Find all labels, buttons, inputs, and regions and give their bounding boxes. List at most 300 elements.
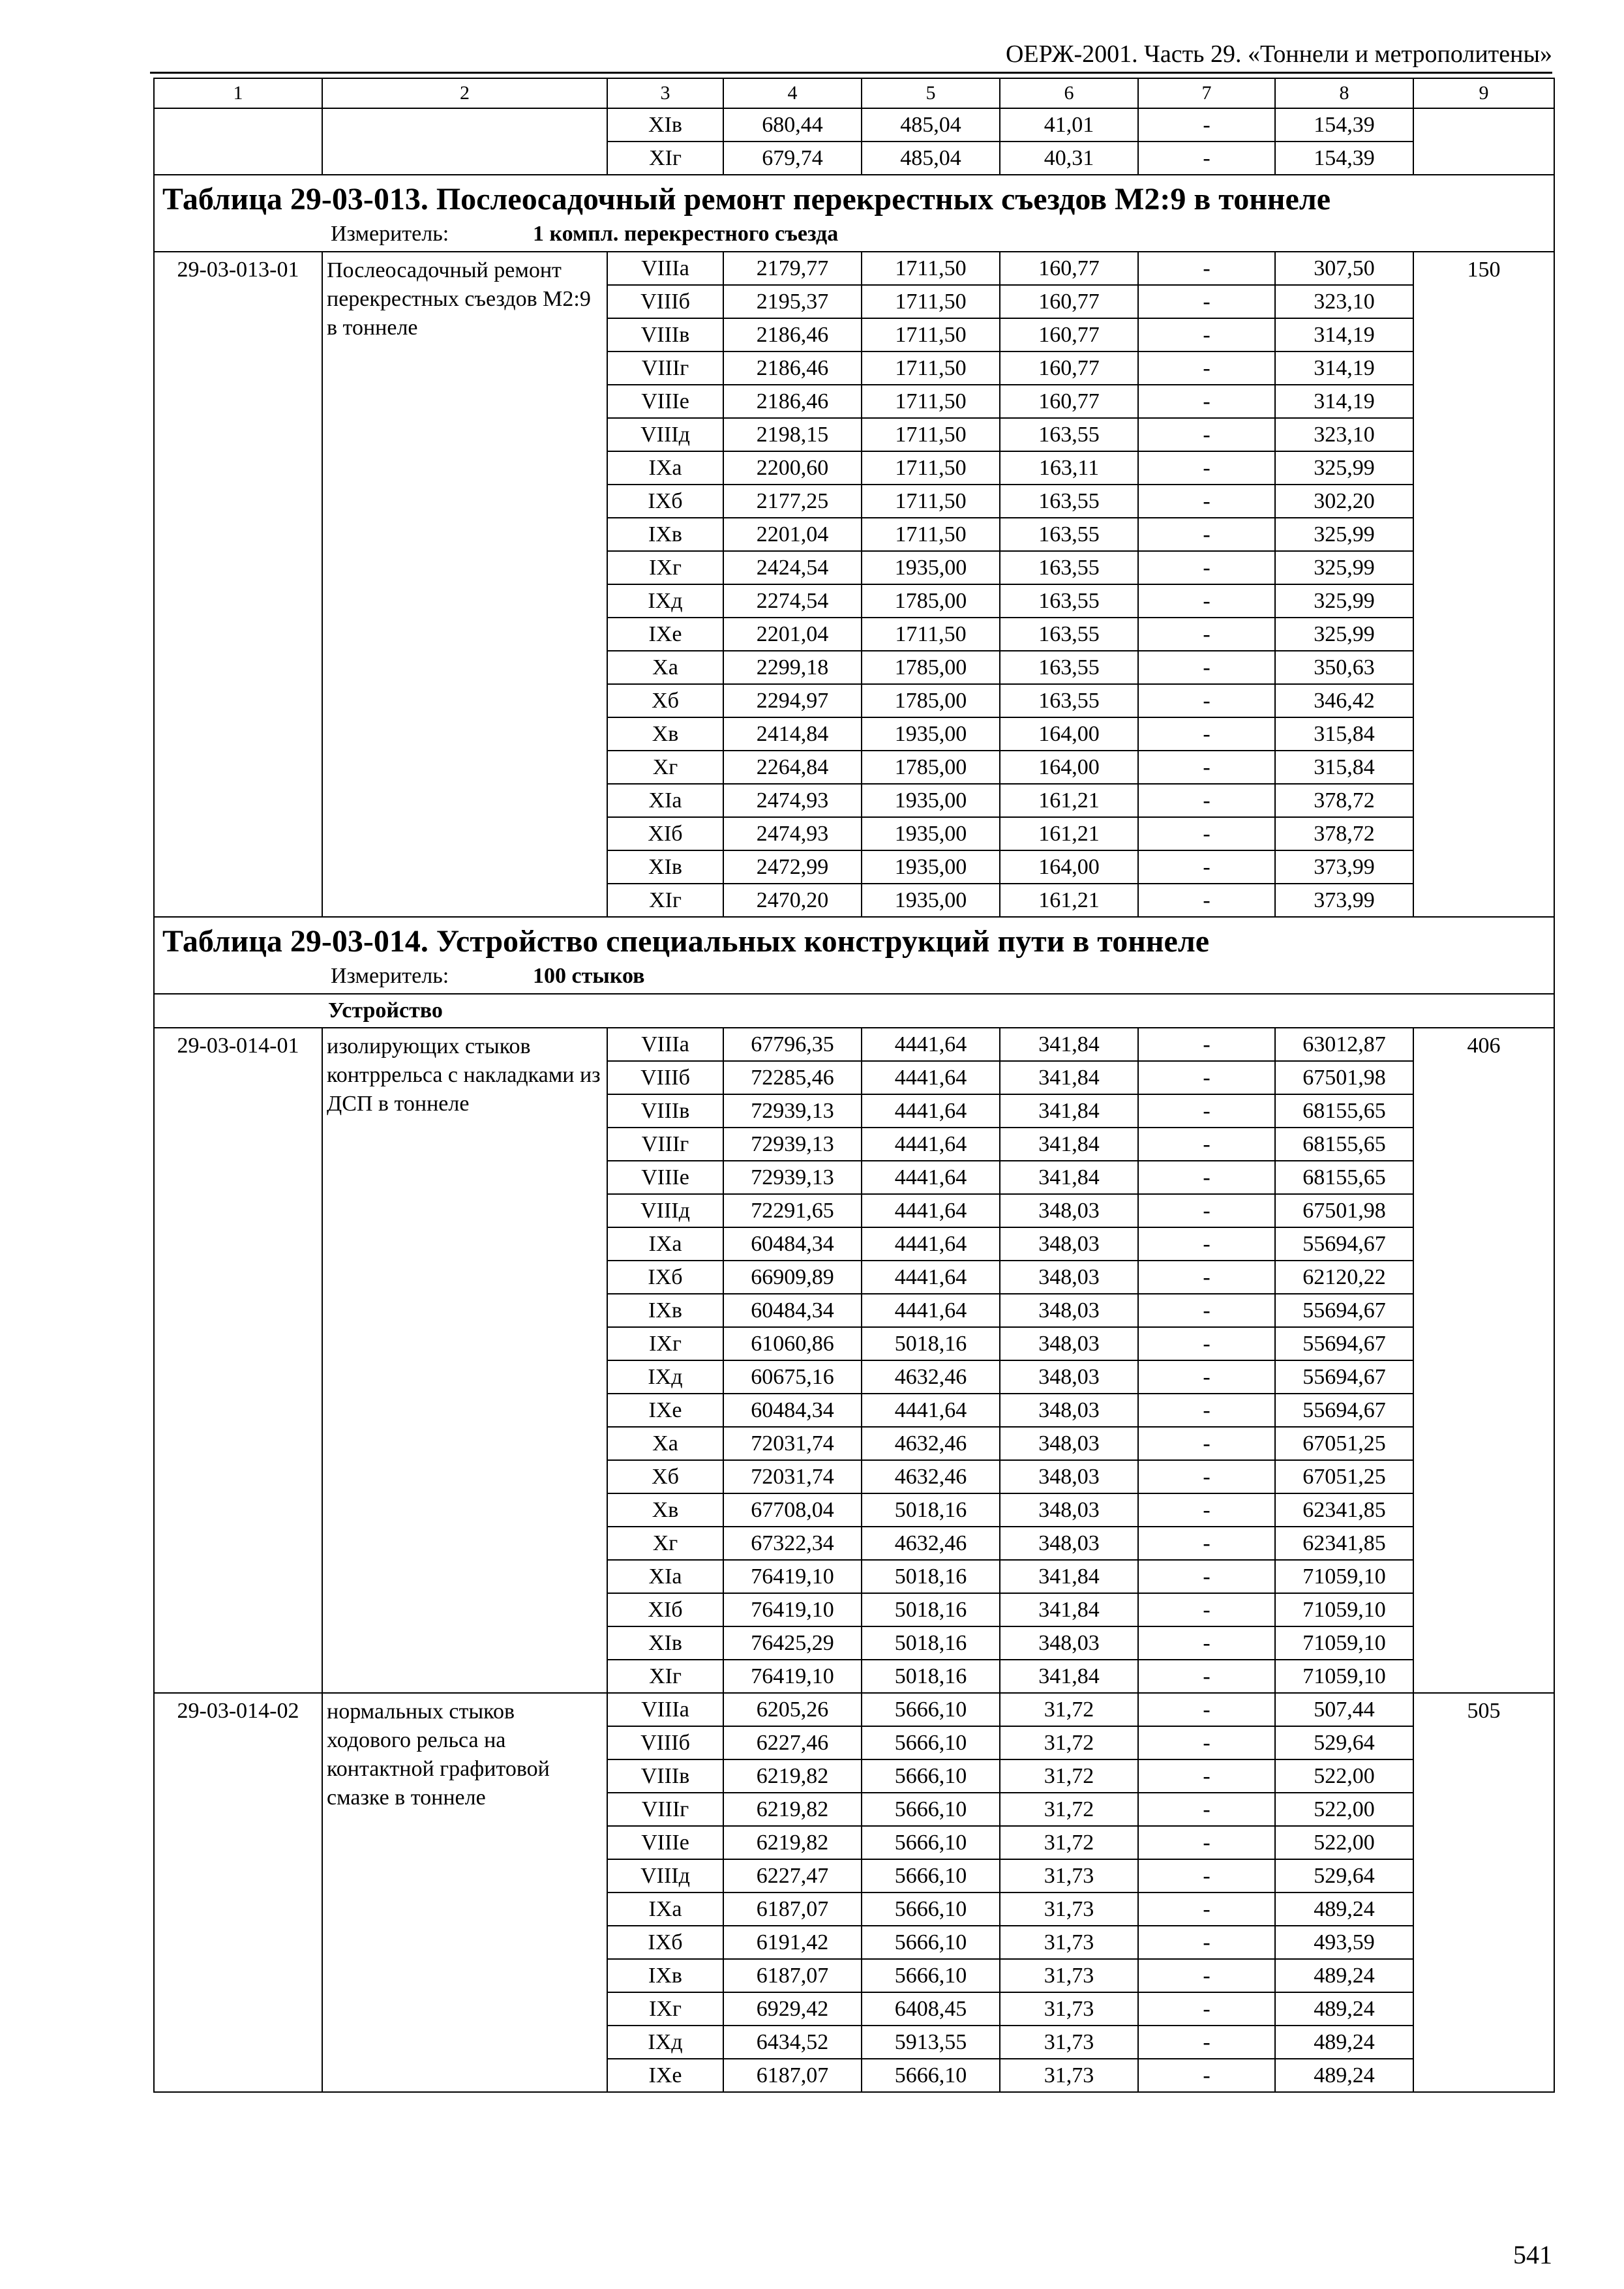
cell-labor-wages: 1711,50 (862, 485, 1000, 518)
cell-materials: 55694,67 (1275, 1360, 1413, 1394)
running-header: ОЕРЖ-2001. Часть 29. «Тоннели и метрополитены» (1005, 40, 1552, 68)
cell-direct-costs: 2424,54 (723, 551, 862, 584)
cell-materials: 154,39 (1275, 142, 1413, 175)
cell-machinist-wages: - (1138, 1294, 1275, 1327)
cell-materials: 302,20 (1275, 485, 1413, 518)
cell-labor-wages: 4441,64 (862, 1194, 1000, 1227)
cell-labor-wages: 4441,64 (862, 1094, 1000, 1128)
cell-direct-costs: 60675,16 (723, 1360, 862, 1394)
cell-direct-costs: 6187,07 (723, 1959, 862, 1992)
cell-labor-wages: 1711,50 (862, 518, 1000, 551)
cell-direct-costs: 2472,99 (723, 850, 862, 884)
cell-labor-wages: 5666,10 (862, 2059, 1000, 2092)
cell-direct-costs: 2264,84 (723, 751, 862, 784)
cell-description: нормальных стыков ходового рельса на контактной графитовой смазке в тоннеле (322, 1693, 607, 2092)
cell-materials: 325,99 (1275, 518, 1413, 551)
cell-zone: Xг (607, 751, 723, 784)
cell-machinist-wages: - (1138, 352, 1275, 385)
cell-machinist-wages: - (1138, 884, 1275, 917)
cell-direct-costs: 2198,15 (723, 418, 862, 451)
cell-labor-wages: 4632,46 (862, 1427, 1000, 1460)
cell-direct-costs: 6219,82 (723, 1793, 862, 1826)
cell-machinist-wages: - (1138, 252, 1275, 285)
cell-materials: 315,84 (1275, 717, 1413, 751)
cell-code: 29-03-014-01 (154, 1028, 322, 1693)
cell-labor-wages: 5666,10 (862, 1959, 1000, 1992)
cell-labor-wages: 1935,00 (862, 551, 1000, 584)
cell-machinist-wages: - (1138, 584, 1275, 618)
cell-machines: 31,72 (1000, 1826, 1138, 1859)
cell-direct-costs: 6219,82 (723, 1759, 862, 1793)
cell-machinist-wages: - (1138, 784, 1275, 817)
cell-materials: 489,24 (1275, 2059, 1413, 2092)
cell-machines: 163,55 (1000, 651, 1138, 684)
cell-machines: 31,73 (1000, 1959, 1138, 1992)
cell-materials: 55694,67 (1275, 1294, 1413, 1327)
cell-labor-wages: 1711,50 (862, 418, 1000, 451)
cell-zone: IXа (607, 451, 723, 485)
cell-materials: 378,72 (1275, 817, 1413, 850)
cell-machines: 163,55 (1000, 418, 1138, 451)
cell-machinist-wages: - (1138, 1061, 1275, 1094)
cell-direct-costs: 2299,18 (723, 651, 862, 684)
cell-labor-wages: 1935,00 (862, 784, 1000, 817)
cell-zone: IXб (607, 1926, 723, 1959)
cell-norm: 406 (1413, 1028, 1554, 1693)
cell-zone: IXд (607, 2026, 723, 2059)
cell-labor-wages: 5666,10 (862, 1893, 1000, 1926)
cell-direct-costs: 2470,20 (723, 884, 862, 917)
cell-machines: 31,73 (1000, 2026, 1138, 2059)
cell-zone: IXе (607, 1394, 723, 1427)
cell-labor-wages: 1935,00 (862, 817, 1000, 850)
cell-machinist-wages: - (1138, 1693, 1275, 1726)
cell-labor-wages: 1711,50 (862, 451, 1000, 485)
cell-machines: 341,84 (1000, 1028, 1138, 1061)
cell-machines: 163,55 (1000, 618, 1138, 651)
cell-machines: 161,21 (1000, 784, 1138, 817)
cell-zone: IXг (607, 551, 723, 584)
cell-zone: XIв (607, 850, 723, 884)
cell-direct-costs: 67708,04 (723, 1493, 862, 1527)
cell-machinist-wages: - (1138, 1626, 1275, 1660)
table-body (154, 78, 1554, 2092)
column-number-row (154, 78, 1554, 108)
cell-direct-costs: 2201,04 (723, 518, 862, 551)
table-heading (154, 917, 1554, 994)
cell-machines: 341,84 (1000, 1094, 1138, 1128)
cell-zone: Xа (607, 651, 723, 684)
cell-materials: 67501,98 (1275, 1194, 1413, 1227)
cell-direct-costs: 76419,10 (723, 1560, 862, 1593)
cell-materials: 378,72 (1275, 784, 1413, 817)
cell-zone: Xг (607, 1527, 723, 1560)
cell-labor-wages: 5018,16 (862, 1593, 1000, 1626)
cell-materials: 62341,85 (1275, 1527, 1413, 1560)
cell-zone: VIIIе (607, 385, 723, 418)
cell-materials: 325,99 (1275, 551, 1413, 584)
cell-zone: IXг (607, 1327, 723, 1360)
cell-machines: 348,03 (1000, 1394, 1138, 1427)
cell-materials: 350,63 (1275, 651, 1413, 684)
cell-machines: 160,77 (1000, 318, 1138, 352)
cell-direct-costs: 6187,07 (723, 1893, 862, 1926)
cell-zone: IXв (607, 518, 723, 551)
cell-materials: 529,64 (1275, 1859, 1413, 1893)
cell-direct-costs: 2179,77 (723, 252, 862, 285)
cell-norm: 505 (1413, 1693, 1554, 2092)
cell-machines: 348,03 (1000, 1527, 1138, 1560)
header-divider (150, 72, 1552, 74)
cell-zone: IXв (607, 1294, 723, 1327)
table-subheading: Устройство (154, 994, 1554, 1028)
cell-zone: XIа (607, 784, 723, 817)
cell-labor-wages: 1711,50 (862, 385, 1000, 418)
cell-machinist-wages: - (1138, 1493, 1275, 1527)
cell-direct-costs: 60484,34 (723, 1394, 862, 1427)
cell-materials: 489,24 (1275, 1992, 1413, 2026)
cell-direct-costs: 679,74 (723, 142, 862, 175)
cell-machinist-wages: - (1138, 318, 1275, 352)
cell-norm: 150 (1413, 252, 1554, 917)
cell-labor-wages: 5018,16 (862, 1327, 1000, 1360)
cell-materials: 323,10 (1275, 285, 1413, 318)
cell-machinist-wages: - (1138, 1926, 1275, 1959)
measurement-value: 100 стыков (533, 964, 645, 988)
cell-zone: VIIIг (607, 352, 723, 385)
cell-materials: 373,99 (1275, 884, 1413, 917)
cell-direct-costs: 2200,60 (723, 451, 862, 485)
cell-materials: 314,19 (1275, 385, 1413, 418)
cell-zone: XIб (607, 1593, 723, 1626)
cell-labor-wages: 5666,10 (862, 1693, 1000, 1726)
cell-machinist-wages: - (1138, 285, 1275, 318)
cell-zone: IXб (607, 485, 723, 518)
cell-labor-wages: 1785,00 (862, 684, 1000, 717)
cell-machines: 31,72 (1000, 1693, 1138, 1726)
cell-machines: 348,03 (1000, 1626, 1138, 1660)
cell-machines: 348,03 (1000, 1460, 1138, 1493)
cell-materials: 154,39 (1275, 108, 1413, 142)
cell-machinist-wages: - (1138, 1394, 1275, 1427)
cell-materials: 493,59 (1275, 1926, 1413, 1959)
cell-labor-wages: 6408,45 (862, 1992, 1000, 2026)
cell-direct-costs: 66909,89 (723, 1261, 862, 1294)
cell-materials: 62120,22 (1275, 1261, 1413, 1294)
cell-zone: Xв (607, 1493, 723, 1527)
cell-machines: 31,73 (1000, 2059, 1138, 2092)
cell-labor-wages: 1785,00 (862, 584, 1000, 618)
cell-materials: 507,44 (1275, 1693, 1413, 1726)
cell-labor-wages: 4441,64 (862, 1128, 1000, 1161)
cell-materials: 325,99 (1275, 584, 1413, 618)
cell-machines: 164,00 (1000, 751, 1138, 784)
cell-zone: IXд (607, 584, 723, 618)
cell-machines: 348,03 (1000, 1261, 1138, 1294)
cell-code: 29-03-013-01 (154, 252, 322, 917)
cell-machinist-wages: - (1138, 1759, 1275, 1793)
cell-labor-wages: 5666,10 (862, 1793, 1000, 1826)
cell-labor-wages: 5666,10 (862, 1926, 1000, 1959)
cell-machinist-wages: - (1138, 1460, 1275, 1493)
cell-labor-wages: 4632,46 (862, 1460, 1000, 1493)
cell-machines: 341,84 (1000, 1128, 1138, 1161)
cell-labor-wages: 1785,00 (862, 651, 1000, 684)
measurement-unit (162, 220, 1546, 248)
cell-materials: 522,00 (1275, 1826, 1413, 1859)
cell-labor-wages: 1711,50 (862, 618, 1000, 651)
cell-direct-costs: 2294,97 (723, 684, 862, 717)
page-number: 541 (1513, 2240, 1552, 2269)
cell-zone: XIа (607, 1560, 723, 1593)
cell-direct-costs: 6434,52 (723, 2026, 862, 2059)
cell-machines: 348,03 (1000, 1493, 1138, 1527)
cell-materials: 55694,67 (1275, 1327, 1413, 1360)
cell-machines: 164,00 (1000, 717, 1138, 751)
cell-labor-wages: 5018,16 (862, 1493, 1000, 1527)
cell-zone: IXд (607, 1360, 723, 1394)
cell-zone: IXг (607, 1992, 723, 2026)
column-number: 5 (862, 78, 1000, 108)
cell-materials: 489,24 (1275, 1893, 1413, 1926)
cell-labor-wages: 4441,64 (862, 1227, 1000, 1261)
cell-direct-costs: 61060,86 (723, 1327, 862, 1360)
cell-direct-costs: 6191,42 (723, 1926, 862, 1959)
cell-materials: 522,00 (1275, 1793, 1413, 1826)
cell-machinist-wages: - (1138, 2059, 1275, 2092)
cell-materials: 346,42 (1275, 684, 1413, 717)
cell-zone: IXе (607, 618, 723, 651)
cell-labor-wages: 1711,50 (862, 285, 1000, 318)
cell-machinist-wages: - (1138, 108, 1275, 142)
cell-machines: 348,03 (1000, 1360, 1138, 1394)
cell-direct-costs: 2177,25 (723, 485, 862, 518)
cell-machines: 31,73 (1000, 1926, 1138, 1959)
cell-machinist-wages: - (1138, 385, 1275, 418)
cell-direct-costs: 76419,10 (723, 1660, 862, 1693)
cell-labor-wages: 485,04 (862, 142, 1000, 175)
cell-machinist-wages: - (1138, 1893, 1275, 1926)
column-number: 9 (1413, 78, 1554, 108)
cell-direct-costs: 72939,13 (723, 1161, 862, 1194)
price-table (153, 78, 1555, 2093)
cell-materials: 67051,25 (1275, 1427, 1413, 1460)
cell-direct-costs: 2474,93 (723, 784, 862, 817)
cell-machines: 31,73 (1000, 1859, 1138, 1893)
cell-labor-wages: 4441,64 (862, 1394, 1000, 1427)
cell-materials: 67501,98 (1275, 1061, 1413, 1094)
cell-code (154, 108, 322, 175)
cell-machinist-wages: - (1138, 142, 1275, 175)
cell-labor-wages: 4441,64 (862, 1028, 1000, 1061)
column-number: 1 (154, 78, 322, 108)
cell-direct-costs: 72939,13 (723, 1094, 862, 1128)
cell-machinist-wages: - (1138, 518, 1275, 551)
cell-materials: 68155,65 (1275, 1094, 1413, 1128)
cell-machines: 163,55 (1000, 684, 1138, 717)
cell-machinist-wages: - (1138, 1161, 1275, 1194)
cell-labor-wages: 5018,16 (862, 1560, 1000, 1593)
cell-machinist-wages: - (1138, 2026, 1275, 2059)
cell-zone: Xв (607, 717, 723, 751)
column-number: 4 (723, 78, 862, 108)
cell-zone: VIIIб (607, 1726, 723, 1759)
cell-machinist-wages: - (1138, 1959, 1275, 1992)
column-number: 2 (322, 78, 607, 108)
cell-direct-costs: 72285,46 (723, 1061, 862, 1094)
cell-direct-costs: 6227,46 (723, 1726, 862, 1759)
cell-labor-wages: 1785,00 (862, 751, 1000, 784)
cell-materials: 307,50 (1275, 252, 1413, 285)
cell-machinist-wages: - (1138, 717, 1275, 751)
cell-machines: 160,77 (1000, 285, 1138, 318)
cell-machinist-wages: - (1138, 751, 1275, 784)
cell-direct-costs: 6929,42 (723, 1992, 862, 2026)
cell-machinist-wages: - (1138, 451, 1275, 485)
cell-materials: 489,24 (1275, 2026, 1413, 2059)
cell-labor-wages: 5666,10 (862, 1759, 1000, 1793)
cell-labor-wages: 5666,10 (862, 1726, 1000, 1759)
cell-labor-wages: 4441,64 (862, 1061, 1000, 1094)
cell-direct-costs: 6227,47 (723, 1859, 862, 1893)
measurement-label: Измеритель: (331, 964, 449, 988)
table-title: Таблица 29-03-013. Послеосадочный ремонт перекрестных съездов М2:9 в тоннеле (162, 182, 1331, 217)
cell-machinist-wages: - (1138, 651, 1275, 684)
cell-machinist-wages: - (1138, 485, 1275, 518)
cell-machinist-wages: - (1138, 1094, 1275, 1128)
cell-machinist-wages: - (1138, 817, 1275, 850)
cell-direct-costs: 60484,34 (723, 1294, 862, 1327)
cell-zone: VIIIв (607, 1759, 723, 1793)
cell-machinist-wages: - (1138, 1726, 1275, 1759)
cell-zone: VIIIг (607, 1128, 723, 1161)
cell-direct-costs: 67322,34 (723, 1527, 862, 1560)
cell-zone: XIб (607, 817, 723, 850)
column-number: 7 (1138, 78, 1275, 108)
cell-labor-wages: 5018,16 (862, 1660, 1000, 1693)
cell-machinist-wages: - (1138, 418, 1275, 451)
cell-zone: XIг (607, 884, 723, 917)
measurement-unit (162, 962, 1546, 991)
cell-materials: 522,00 (1275, 1759, 1413, 1793)
cell-materials: 68155,65 (1275, 1161, 1413, 1194)
cell-zone: Xа (607, 1427, 723, 1460)
cell-machines: 348,03 (1000, 1194, 1138, 1227)
cell-zone: IXа (607, 1227, 723, 1261)
cell-machinist-wages: - (1138, 1793, 1275, 1826)
column-number: 6 (1000, 78, 1138, 108)
cell-materials: 68155,65 (1275, 1128, 1413, 1161)
cell-labor-wages: 4632,46 (862, 1360, 1000, 1394)
cell-machines: 40,31 (1000, 142, 1138, 175)
cell-machinist-wages: - (1138, 1261, 1275, 1294)
cell-materials: 71059,10 (1275, 1660, 1413, 1693)
cell-materials: 67051,25 (1275, 1460, 1413, 1493)
cell-materials: 71059,10 (1275, 1560, 1413, 1593)
cell-machinist-wages: - (1138, 1826, 1275, 1859)
cell-direct-costs: 72031,74 (723, 1460, 862, 1493)
cell-machinist-wages: - (1138, 1128, 1275, 1161)
cell-zone: VIIIд (607, 1194, 723, 1227)
table-row (154, 108, 1554, 142)
subheading-row (154, 994, 1554, 1028)
cell-direct-costs: 2274,54 (723, 584, 862, 618)
cell-machines: 161,21 (1000, 817, 1138, 850)
cell-machines: 163,11 (1000, 451, 1138, 485)
cell-machinist-wages: - (1138, 1427, 1275, 1460)
cell-zone: XIв (607, 108, 723, 142)
cell-zone: VIIIа (607, 252, 723, 285)
cell-zone: Xб (607, 1460, 723, 1493)
cell-labor-wages: 5018,16 (862, 1626, 1000, 1660)
cell-machines: 160,77 (1000, 352, 1138, 385)
cell-description (322, 108, 607, 175)
cell-direct-costs: 2186,46 (723, 318, 862, 352)
cell-labor-wages: 5666,10 (862, 1859, 1000, 1893)
column-number: 8 (1275, 78, 1413, 108)
cell-materials: 314,19 (1275, 352, 1413, 385)
cell-zone: VIIIб (607, 1061, 723, 1094)
cell-machinist-wages: - (1138, 1227, 1275, 1261)
cell-zone: IXб (607, 1261, 723, 1294)
cell-zone: VIIIа (607, 1028, 723, 1061)
cell-direct-costs: 76419,10 (723, 1593, 862, 1626)
cell-zone: XIг (607, 142, 723, 175)
cell-labor-wages: 485,04 (862, 108, 1000, 142)
cell-labor-wages: 1935,00 (862, 884, 1000, 917)
cell-materials: 55694,67 (1275, 1227, 1413, 1261)
measurement-value: 1 компл. перекрестного съезда (533, 222, 839, 246)
cell-machines: 31,73 (1000, 1893, 1138, 1926)
cell-zone: IXа (607, 1893, 723, 1926)
cell-zone: VIIIе (607, 1826, 723, 1859)
cell-direct-costs: 2195,37 (723, 285, 862, 318)
cell-labor-wages: 5666,10 (862, 1826, 1000, 1859)
cell-machinist-wages: - (1138, 850, 1275, 884)
cell-zone: XIг (607, 1660, 723, 1693)
cell-machines: 160,77 (1000, 252, 1138, 285)
cell-materials: 315,84 (1275, 751, 1413, 784)
cell-materials: 325,99 (1275, 618, 1413, 651)
cell-zone: IXв (607, 1959, 723, 1992)
cell-zone: VIIIд (607, 418, 723, 451)
cell-norm (1413, 108, 1554, 175)
cell-materials: 323,10 (1275, 418, 1413, 451)
cell-machines: 348,03 (1000, 1327, 1138, 1360)
cell-machinist-wages: - (1138, 684, 1275, 717)
cell-direct-costs: 2474,93 (723, 817, 862, 850)
cell-machinist-wages: - (1138, 1360, 1275, 1394)
cell-machines: 341,84 (1000, 1593, 1138, 1626)
cell-direct-costs: 72939,13 (723, 1128, 862, 1161)
cell-labor-wages: 4632,46 (862, 1527, 1000, 1560)
cell-materials: 63012,87 (1275, 1028, 1413, 1061)
column-number: 3 (607, 78, 723, 108)
cell-zone: VIIIд (607, 1859, 723, 1893)
cell-zone: XIв (607, 1626, 723, 1660)
cell-machines: 348,03 (1000, 1427, 1138, 1460)
cell-machinist-wages: - (1138, 1028, 1275, 1061)
cell-machinist-wages: - (1138, 1327, 1275, 1360)
cell-machinist-wages: - (1138, 551, 1275, 584)
cell-materials: 373,99 (1275, 850, 1413, 884)
cell-direct-costs: 2201,04 (723, 618, 862, 651)
cell-machines: 341,84 (1000, 1660, 1138, 1693)
cell-labor-wages: 5913,55 (862, 2026, 1000, 2059)
cell-machines: 161,21 (1000, 884, 1138, 917)
cell-machines: 341,84 (1000, 1061, 1138, 1094)
cell-machines: 163,55 (1000, 485, 1138, 518)
